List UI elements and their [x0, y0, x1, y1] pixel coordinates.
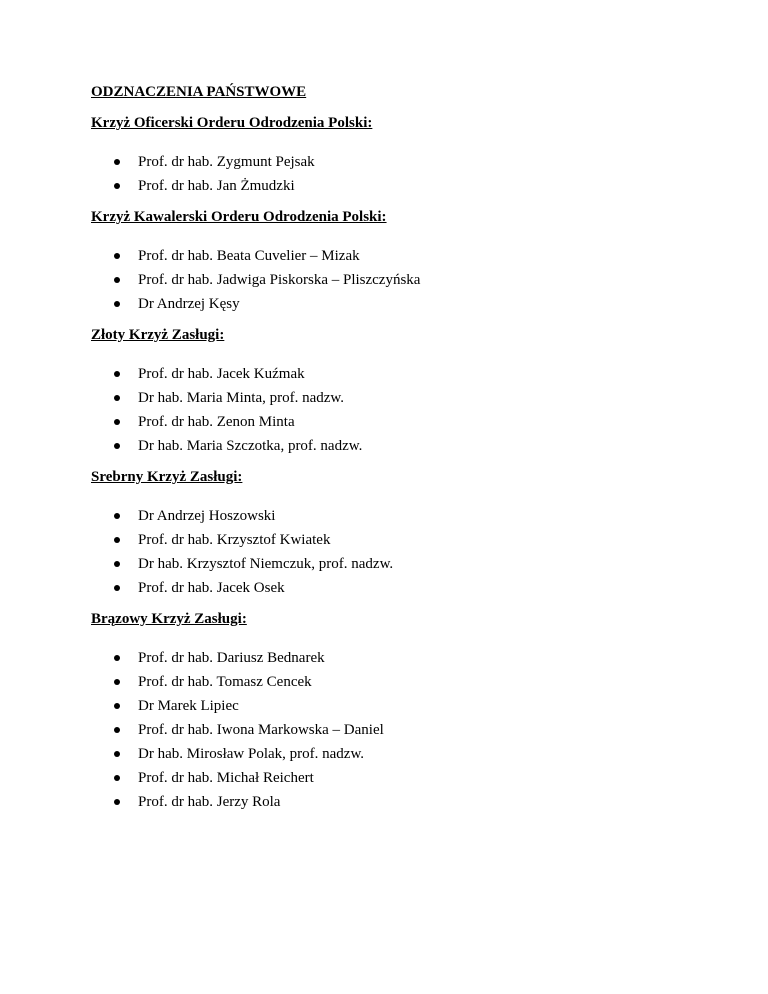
- recipient-list-item: [91, 721, 691, 739]
- recipient-list: [91, 365, 691, 455]
- recipient-list: [91, 649, 691, 811]
- recipient-list-item: [91, 697, 691, 715]
- recipient-list-item: [91, 555, 691, 573]
- bullet-icon: [114, 183, 120, 189]
- recipient-name: Prof. dr hab. Jacek Kuźmak: [138, 366, 305, 382]
- recipient-name: Prof. dr hab. Zenon Minta: [138, 414, 295, 430]
- recipient-name: Prof. dr hab. Beata Cuvelier – Mizak: [138, 248, 360, 264]
- recipient-name: Prof. dr hab. Tomasz Cencek: [138, 674, 312, 690]
- recipient-name: Dr hab. Maria Szczotka, prof. nadzw.: [138, 438, 363, 454]
- recipient-name: Dr Marek Lipiec: [138, 698, 239, 714]
- recipient-list-item: [91, 365, 691, 383]
- recipient-name: Prof. dr hab. Jerzy Rola: [138, 794, 281, 810]
- recipient-list-item: [91, 389, 691, 407]
- recipient-name: Prof. dr hab. Michał Reichert: [138, 770, 314, 786]
- award-section: [91, 208, 691, 313]
- bullet-icon: [114, 159, 120, 165]
- recipient-name: Prof. dr hab. Jan Żmudzki: [138, 178, 295, 194]
- bullet-icon: [114, 727, 120, 733]
- bullet-icon: [114, 703, 120, 709]
- bullet-icon: [114, 253, 120, 259]
- award-section-heading: Srebrny Krzyż Zasługi:: [91, 469, 243, 485]
- recipient-name: Prof. dr hab. Iwona Markowska – Daniel: [138, 722, 384, 738]
- award-section-heading: Brązowy Krzyż Zasługi:: [91, 611, 247, 627]
- recipient-list-item: [91, 271, 691, 289]
- recipient-list-item: [91, 177, 691, 195]
- bullet-icon: [114, 277, 120, 283]
- bullet-icon: [114, 679, 120, 685]
- bullet-icon: [114, 585, 120, 591]
- bullet-icon: [114, 799, 120, 805]
- recipient-list-item: [91, 673, 691, 691]
- award-section-heading: Krzyż Oficerski Orderu Odrodzenia Polski:: [91, 115, 373, 131]
- recipient-list-item: [91, 649, 691, 667]
- recipient-name: Dr hab. Krzysztof Niemczuk, prof. nadzw.: [138, 556, 394, 572]
- recipient-list-item: [91, 793, 691, 811]
- bullet-icon: [114, 395, 120, 401]
- award-section: [91, 114, 691, 195]
- recipient-list: [91, 247, 691, 313]
- bullet-icon: [114, 775, 120, 781]
- award-section: [91, 326, 691, 455]
- document-title: ODZNACZENIA PAŃSTWOWE: [91, 84, 307, 100]
- recipient-list-item: [91, 769, 691, 787]
- recipient-list-item: [91, 507, 691, 525]
- bullet-icon: [114, 513, 120, 519]
- recipient-name: Prof. dr hab. Jadwiga Piskorska – Pliszczyńska: [138, 272, 421, 288]
- recipient-list-item: [91, 579, 691, 597]
- award-section: [91, 610, 691, 811]
- document-page: [91, 83, 691, 824]
- bullet-icon: [114, 443, 120, 449]
- recipient-name: Prof. dr hab. Dariusz Bednarek: [138, 650, 325, 666]
- award-section-heading: Złoty Krzyż Zasługi:: [91, 327, 225, 343]
- recipient-name: Dr Andrzej Kęsy: [138, 296, 240, 312]
- recipient-list-item: [91, 745, 691, 763]
- bullet-icon: [114, 751, 120, 757]
- recipient-name: Dr Andrzej Hoszowski: [138, 508, 276, 524]
- award-section: [91, 468, 691, 597]
- bullet-icon: [114, 561, 120, 567]
- recipient-name: Prof. dr hab. Jacek Osek: [138, 580, 285, 596]
- bullet-icon: [114, 419, 120, 425]
- bullet-icon: [114, 371, 120, 377]
- recipient-name: Prof. dr hab. Zygmunt Pejsak: [138, 154, 315, 170]
- recipient-list: [91, 507, 691, 597]
- bullet-icon: [114, 301, 120, 307]
- recipient-list-item: [91, 437, 691, 455]
- recipient-list: [91, 153, 691, 195]
- recipient-list-item: [91, 531, 691, 549]
- recipient-list-item: [91, 295, 691, 313]
- bullet-icon: [114, 655, 120, 661]
- recipient-name: Prof. dr hab. Krzysztof Kwiatek: [138, 532, 331, 548]
- recipient-name: Dr hab. Mirosław Polak, prof. nadzw.: [138, 746, 365, 762]
- award-section-heading: Krzyż Kawalerski Orderu Odrodzenia Polski:: [91, 209, 387, 225]
- recipient-list-item: [91, 413, 691, 431]
- recipient-list-item: [91, 153, 691, 171]
- recipient-name: Dr hab. Maria Minta, prof. nadzw.: [138, 390, 345, 406]
- recipient-list-item: [91, 247, 691, 265]
- sections-container: [91, 114, 691, 811]
- bullet-icon: [114, 537, 120, 543]
